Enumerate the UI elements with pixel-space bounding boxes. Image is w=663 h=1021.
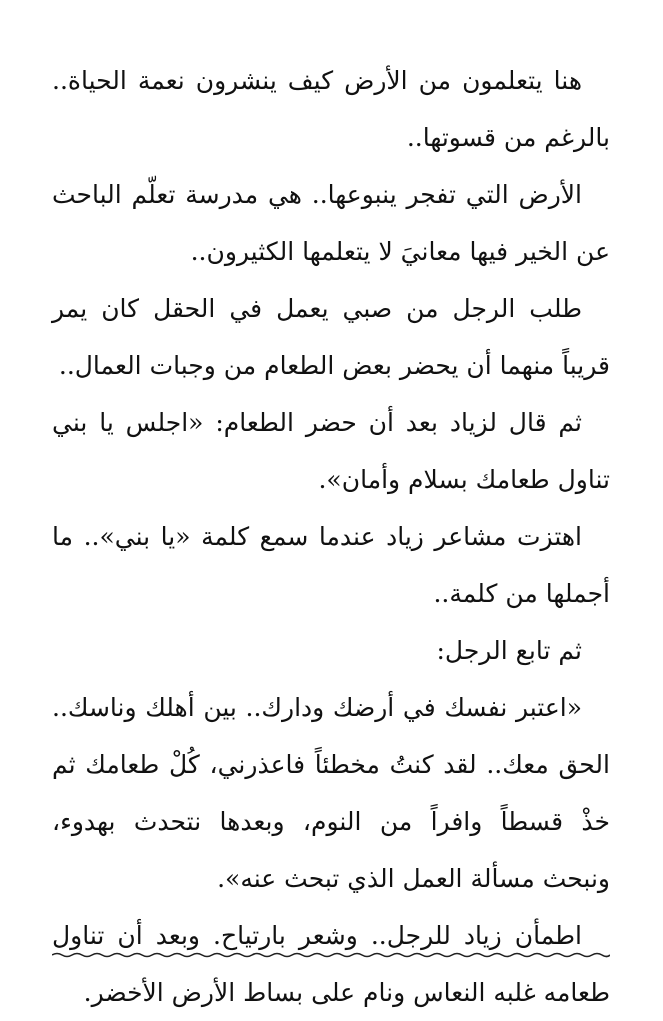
paragraph-2: الأرض التي تفجر ينبوعها.. هي مدرسة تعلّم الباحث عن الخير فيها معانيَ لا يتعلمها الكثيرون.. [52, 180, 610, 266]
paragraph-4: ثم قال لزياد بعد أن حضر الطعام: «اجلس يا بني تناول طعامك بسلام وأمان». [52, 408, 610, 494]
paragraph-8: اطمأن زياد للرجل.. وشعر بارتياح. وبعد أن تناول طعامه غلبه النعاس ونام على بساط الأرض الأخضر. [52, 921, 610, 1007]
wavy-divider [52, 948, 610, 962]
wavy-divider-line [52, 954, 610, 957]
paragraph-5: اهتزت مشاعر زياد عندما سمع كلمة «يا بني».. ما أجملها من كلمة.. [52, 522, 610, 608]
paragraph-1: هنا يتعلمون من الأرض كيف ينشرون نعمة الحياة.. بالرغم من قسوتها.. [52, 66, 610, 152]
paragraph-6: ثم تابع الرجل: [436, 636, 582, 665]
page-text [52, 52, 610, 1021]
paragraph-7: «اعتبر نفسك في أرضك ودارك.. بين أهلك وناسك.. الحق معك.. لقد كنتُ مخطئاً فاعذرني، كُلْ طعامك ثم خذْ قسطاً وافراً من النوم، وبعدها نتحدث بهدوء، ونبحث مسألة العمل الذي تبحث عنه». [52, 693, 610, 893]
paragraph-3: طلب الرجل من صبي يعمل في الحقل كان يمر قريباً منهما أن يحضر بعض الطعام من وجبات العمال.. [52, 294, 610, 380]
